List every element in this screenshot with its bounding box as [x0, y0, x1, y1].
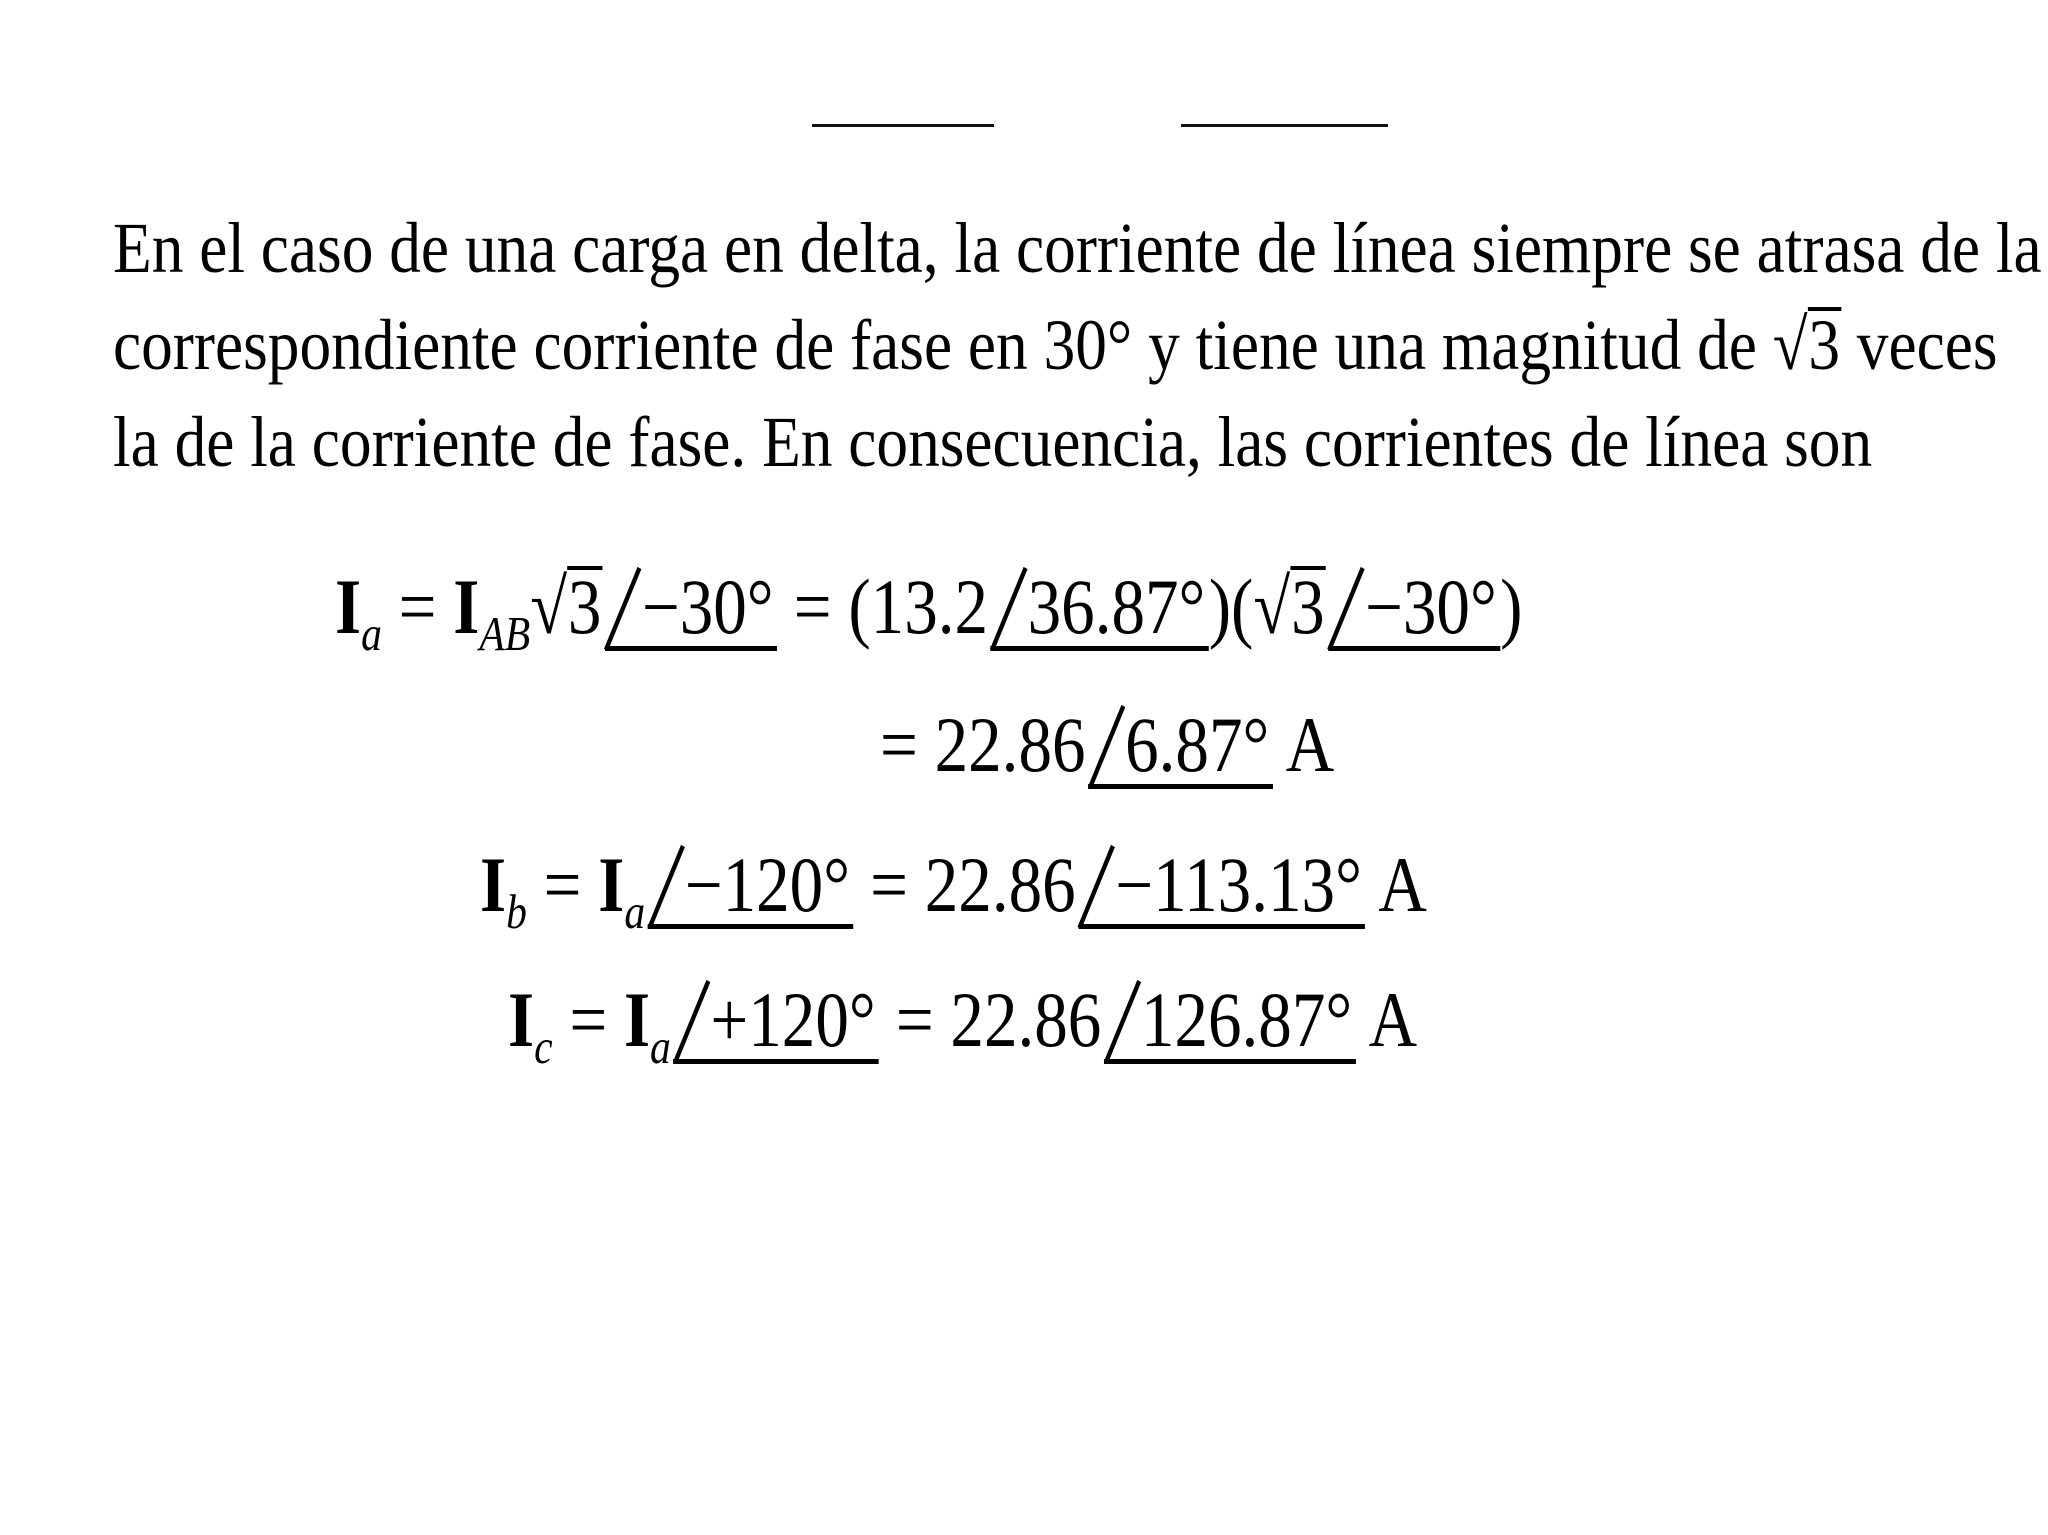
eq3-term: I [598, 841, 625, 928]
angle-slash-icon [1105, 981, 1139, 1063]
sqrt-symbol: √3 [1772, 305, 1841, 385]
angle-slash-icon [675, 981, 709, 1063]
eq3-term-sub: a [624, 885, 646, 939]
angle-slash-icon [1080, 846, 1114, 928]
paragraph-line-1: En el caso de una carga en delta, la corriente de línea siempre se atrasa de la [113, 208, 2042, 288]
eq3-angle-2: −113.13° [1115, 841, 1362, 928]
eq4-term: I [623, 976, 651, 1063]
eq4-unit: A [1355, 976, 1418, 1063]
eq3-equals-2: = 22.86 [853, 841, 1076, 928]
eq2-phasor-angle [1088, 701, 1272, 789]
eq1-sqrt-2: √3 [1253, 563, 1325, 650]
eq4-angle-2: 126.87° [1140, 976, 1353, 1063]
eq1-lhs-sub: a [361, 607, 382, 661]
angle-slash-icon [606, 568, 640, 650]
equation-ia-result [880, 700, 1334, 790]
eq1-phasor-angle-3 [1328, 563, 1500, 651]
angle-slash-icon [992, 568, 1026, 650]
eq4-term-sub: a [650, 1020, 671, 1074]
equation-ia [335, 562, 1522, 662]
eq3-lhs: I [480, 841, 507, 928]
eq1-angle-2: 36.87° [1027, 563, 1206, 650]
eq1-sqrt-1: √3 [530, 563, 602, 650]
eq4-equals-2: = 22.86 [879, 976, 1102, 1063]
eq1-radicand-2: 3 [1291, 563, 1325, 650]
explanation-paragraph [113, 200, 2042, 491]
eq2-unit: A [1272, 701, 1335, 788]
eq1-equals-1: = [381, 563, 454, 650]
eq1-lhs: I [335, 563, 362, 650]
paragraph-line-2 [113, 297, 1998, 394]
eq1-angle-1: −30° [641, 563, 774, 650]
eq1-radicand-1: 3 [567, 563, 602, 650]
eq1-phasor-angle-2 [991, 563, 1209, 651]
eq3-lhs-sub: b [506, 885, 527, 939]
eq3-unit: A [1365, 841, 1427, 928]
paragraph-line-3: la de la corriente de fase. En consecuencia, las corrientes de línea son [113, 402, 1873, 482]
eq1-phasor-angle-1 [605, 563, 777, 651]
eq2-angle: 6.87° [1125, 701, 1270, 788]
eq4-equals-1: = [552, 976, 624, 1063]
equation-ic [508, 975, 1417, 1075]
eq4-phasor-angle-2 [1104, 976, 1356, 1064]
eq1-close: ) [1500, 563, 1523, 650]
eq3-angle-1: −120° [684, 841, 851, 928]
eq1-mid: )( [1208, 563, 1254, 650]
eq1-term: I [453, 563, 480, 650]
eq4-phasor-angle-1 [674, 976, 880, 1064]
eq3-phasor-angle-2 [1078, 841, 1365, 929]
eq1-angle-3: −30° [1365, 563, 1497, 650]
sqrt-radicand: 3 [1808, 305, 1841, 385]
eq4-lhs-sub: c [534, 1020, 553, 1074]
angle-slash-icon [649, 846, 683, 928]
eq3-equals-1: = [526, 841, 599, 928]
angle-slash-icon [1329, 568, 1363, 650]
header-rule-left [812, 124, 994, 127]
header-rule-right [1181, 124, 1388, 127]
paragraph-line-2-text: correspondiente corriente de fase en 30° y tiene una magnitud de [113, 305, 1773, 385]
eq1-term-sub: AB [479, 607, 531, 661]
eq4-angle-1: +120° [710, 976, 876, 1063]
paragraph-line-2-end: veces [1840, 305, 1998, 385]
angle-slash-icon [1090, 706, 1124, 788]
eq1-equals-2: = (13.2 [776, 563, 989, 650]
eq2-prefix: = 22.86 [880, 701, 1086, 788]
eq4-lhs: I [508, 976, 535, 1063]
equation-ib [480, 840, 1427, 940]
eq3-phasor-angle-1 [648, 841, 854, 929]
